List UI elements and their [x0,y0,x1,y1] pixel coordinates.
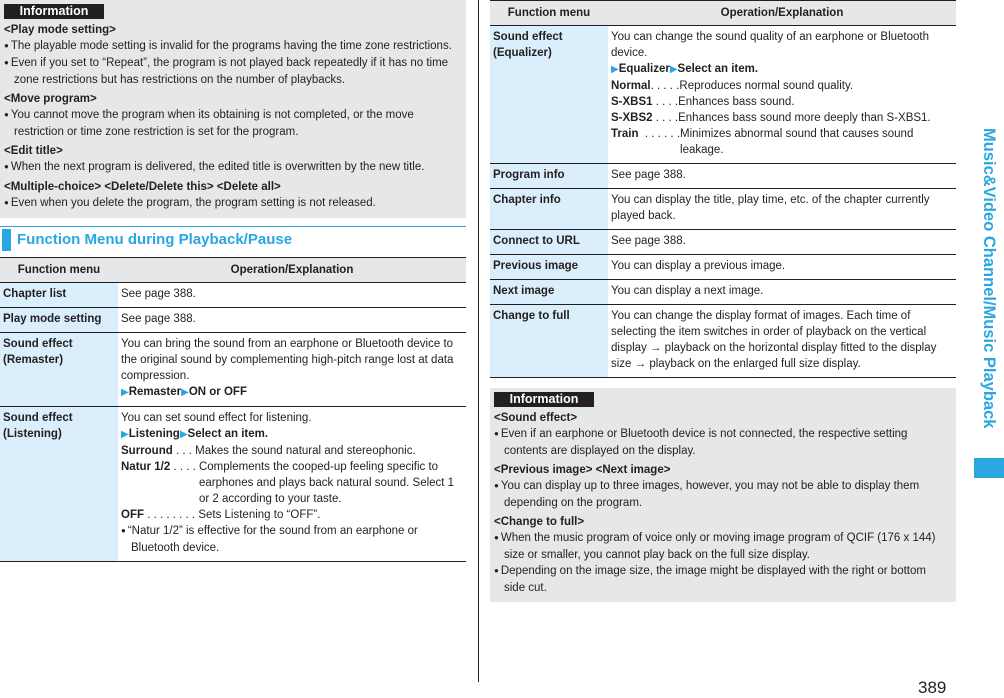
function-menu-table-left [0,257,466,562]
info-label: Information [4,4,104,19]
section-title-block [0,226,466,257]
table-row [490,230,956,255]
info-bullet: ● Even if an earphone or Bluetooth device is not connected, the respective setting contents are displayed on the display. [494,426,950,459]
info-bullet: ● You can display up to three images, however, you may not be able to display them depending on the program. [494,478,950,511]
triangle-right-icon: ▶ [121,429,129,440]
menu-name: Sound effect (Equalizer) [490,26,608,164]
menu-explanation: See page 388. [608,164,956,189]
menu-name: Next image [490,280,608,305]
function-menu-table-right [490,0,956,378]
chapter-side-marker [974,458,1004,478]
menu-name: Program info [490,164,608,189]
info-bullet: ● Even when you delete the program, the program setting is not released. [4,195,460,212]
menu-explanation-cell [608,26,956,164]
info-bullet: ● Depending on the image size, the image might be displayed with the right or bottom side cut. [494,563,950,596]
info-bullet: ● You cannot move the program when its obtaining is not completed, or the move restriction or time zone restriction is set for the program. [4,107,460,140]
table-row [490,26,956,164]
section-marker [2,229,11,251]
menu-explanation: You can display a next image. [608,280,956,305]
menu-explanation: See page 388. [118,308,466,333]
table-row [0,333,466,407]
info-heading: <Multiple-choice> <Delete/Delete this> <Delete all> [4,181,281,193]
option-item: OFF . . . . . . . . Sets Listening to “OFF”. [121,509,321,521]
info-box-display [490,388,956,602]
section-title: Function Menu during Playback/Pause [17,231,293,248]
menu-explanation: You can set sound effect for listening. [121,412,312,424]
info-bullet: ● The playable mode setting is invalid for the programs having the time zone restrictions. [4,38,460,55]
menu-name: Previous image [490,255,608,280]
operation-steps: ▶Listening▶Select an item. [121,428,269,440]
table-row [490,255,956,280]
info-heading: <Edit title> [4,145,63,157]
menu-name: Sound effect (Listening) [0,407,118,562]
menu-explanation: See page 388. [608,230,956,255]
menu-name: Connect to URL [490,230,608,255]
option-item: Normal. . . . . Reproduces normal sound quality. [611,80,854,92]
operation-steps: ▶Equalizer▶Select an item. [611,63,759,75]
page-number: 389 [918,678,947,697]
col-header-menu: Function menu [490,1,608,26]
info-heading: <Play mode setting> [4,24,116,36]
note-bullet: ● “Natur 1/2” is effective for the sound from an earphone or Bluetooth device. [121,523,463,556]
chapter-side-tab: Music&Video Channel/Music Playback [980,128,998,429]
menu-explanation: You can change the display format of images. Each time of selecting the item switches in order of playback on the vertical display → playback on the horizontal display fitted to the display size → playback on the enlarged full size display. [608,305,956,378]
triangle-right-icon: ▶ [179,429,188,440]
option-item: Train . . . . . . Minimizes abnormal sound that causes sound leakage. [611,128,914,156]
table-row [0,283,466,308]
triangle-right-icon: ▶ [611,64,619,75]
info-bullet: ● Even if you set to “Repeat”, the program is not played back repeatedly if it has no time zone restrictions but has restrictions on the number of playbacks. [4,55,460,88]
table-row [490,164,956,189]
info-heading: <Change to full> [494,516,585,528]
col-header-operation: Operation/Explanation [608,1,956,26]
menu-name: Play mode setting [0,308,118,333]
info-label: Information [494,392,594,407]
info-bullet: ● When the next program is delivered, the edited title is overwritten by the new title. [4,159,460,176]
table-row [0,308,466,333]
operation-steps: ▶Remaster▶ON or OFF [121,386,247,398]
menu-explanation: You can display a previous image. [608,255,956,280]
menu-name: Chapter info [490,189,608,230]
triangle-right-icon: ▶ [669,64,678,75]
column-divider [478,0,479,682]
info-heading: <Previous image> <Next image> [494,464,671,476]
table-row [0,407,466,562]
info-heading: <Move program> [4,93,97,105]
right-column [490,0,956,602]
menu-name: Change to full [490,305,608,378]
col-header-operation: Operation/Explanation [118,258,466,283]
menu-name: Sound effect (Remaster) [0,333,118,407]
left-column [0,0,466,562]
option-item: S-XBS1 . . . . Enhances bass sound. [611,96,795,108]
menu-explanation: You can change the sound quality of an earphone or Bluetooth device. [611,31,929,59]
info-heading: <Sound effect> [494,412,578,424]
menu-explanation-cell [118,407,466,562]
option-item: S-XBS2 . . . . Enhances bass sound more deeply than S-XBS1. [611,112,931,124]
triangle-right-icon: ▶ [121,387,129,398]
table-row [490,305,956,378]
table-row [490,280,956,305]
menu-name: Chapter list [0,283,118,308]
table-row [490,189,956,230]
info-bullet: ● When the music program of voice only or moving image program of QCIF (176 x 144) size or smaller, you cannot play back on the full size display. [494,530,950,563]
menu-explanation: You can display the title, play time, etc. of the chapter currently played back. [608,189,956,230]
info-box-playback [0,0,466,218]
col-header-menu: Function menu [0,258,118,283]
menu-explanation-cell [118,333,466,407]
option-item: Surround . . . Makes the sound natural and stereophonic. [121,445,416,457]
triangle-right-icon: ▶ [181,387,189,398]
menu-explanation: You can bring the sound from an earphone or Bluetooth device to the original sound by complementing high-pitch range lost at data compression. [121,338,454,382]
option-item: Natur 1/2 . . . . Complements the cooped-up feeling specific to earphones and plays back natural sound. Select 1 or 2 according to your taste. [121,461,455,505]
menu-explanation: See page 388. [118,283,466,308]
